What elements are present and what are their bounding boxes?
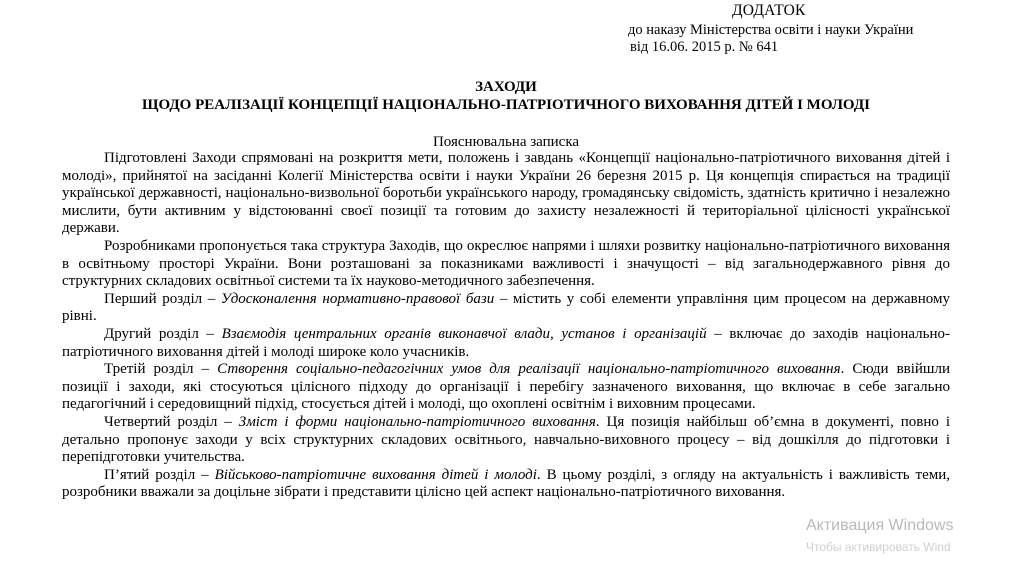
- section-1-text: – містить у собі елементи управління цим процесом на державному рівні.: [62, 290, 950, 325]
- paragraph-structure: Розробниками пропонується така структура Заходів, що окреслює напрями і шляхи розвитку національно-патріотичного виховання в освітньому просторі України. Вони розташовані за показниками важливості і значущості – від загальнодержавного рівня до структурних складових освітньої системи та їх науково-методичного забезпечення.: [62, 237, 950, 290]
- paragraph-section-3: [62, 361, 950, 414]
- section-4-text: . Ця позиція найбільш об’ємна в документі, повно і детально пропонує заходи у всіх структурних складових освітнього, навчально-виховного процесу – від дошкілля до підготовки і перепідготовки учительства.: [62, 413, 950, 466]
- annex-title: ДОДАТОК: [732, 2, 806, 19]
- document-subtitle: ЩОДО РЕАЛІЗАЦІЇ КОНЦЕПЦІЇ НАЦІОНАЛЬНО-ПАТРІОТИЧНОГО ВИХОВАННЯ ДІТЕЙ І МОЛОДІ: [141, 97, 871, 113]
- section-3-title: Створення соціально-педагогічних умов для реалізації національно-патріотичного виховання: [217, 361, 841, 378]
- windows-activation-hint: Чтобы активировать Wind: [806, 540, 951, 554]
- paragraph-section-2: [62, 326, 950, 361]
- section-2-text: – включає до заходів національно-патріотичного виховання дітей і молоді широке коло учасників.: [62, 325, 950, 360]
- section-5-text: . В цьому розділі, з огляду на актуальність і важливість теми, розробники вважали за доцільне зібрати і представити цілісно цей аспект національно-патріотичного виховання.: [62, 466, 951, 501]
- paragraph-section-4: [62, 414, 950, 467]
- document-body: [62, 150, 950, 502]
- annex-date-line: від 16.06. 2015 р. № 641: [630, 39, 779, 55]
- windows-activation-watermark: Активация Windows: [806, 517, 954, 534]
- paragraph-section-5: [62, 467, 950, 502]
- section-5-lead: П’ятий розділ –: [104, 466, 215, 483]
- section-2-lead: Другий розділ –: [104, 325, 222, 342]
- section-1-lead: Перший розділ –: [104, 290, 221, 307]
- section-2-title: Взаємодія центральних органів виконавчої влади, установ і організацій: [221, 325, 707, 342]
- section-3-lead: Третій розділ –: [104, 361, 218, 378]
- section-4-lead: Четвертий розділ –: [104, 413, 239, 430]
- annex-order-line: до наказу Міністерства освіти і науки України: [628, 22, 914, 38]
- paragraph-intro: Підготовлені Заходи спрямовані на розкриття мети, положень і завдань «Концепції національно-патріотичного виховання дітей і молоді», прийнятої на засіданні Колегії Міністерства освіти і науки України 26 березня 2015 р. Ця концепція спирається на традиції української державності, національно-визвольної боротьби українського народу, громадянську свідомість, здатність критично і незалежно мислити, бути активним у відстоюванні своєї позиції та готовим до захисту незалежності й територіальної цілісності української держави.: [62, 150, 950, 237]
- explanatory-note-title: Пояснювальна записка: [432, 134, 580, 150]
- document-title: ЗАХОДИ: [475, 79, 537, 95]
- section-5-title: Військово-патріотичне виховання дітей і молоді: [214, 466, 537, 483]
- section-4-title: Зміст і форми національно-патріотичного виховання: [238, 413, 596, 430]
- paragraph-section-1: [62, 291, 950, 326]
- section-1-title: Удосконалення нормативно-правової бази: [220, 290, 495, 307]
- section-3-text: . Сюди ввійшли позиції і заходи, які стосуються цілісного підходу до організації і перебігу зазначеного виховання, що включає в себе загально педагогічний і середовищний підхід, стосується дітей і молоді, що охоплені освітнім і виховним процесами.: [62, 361, 950, 413]
